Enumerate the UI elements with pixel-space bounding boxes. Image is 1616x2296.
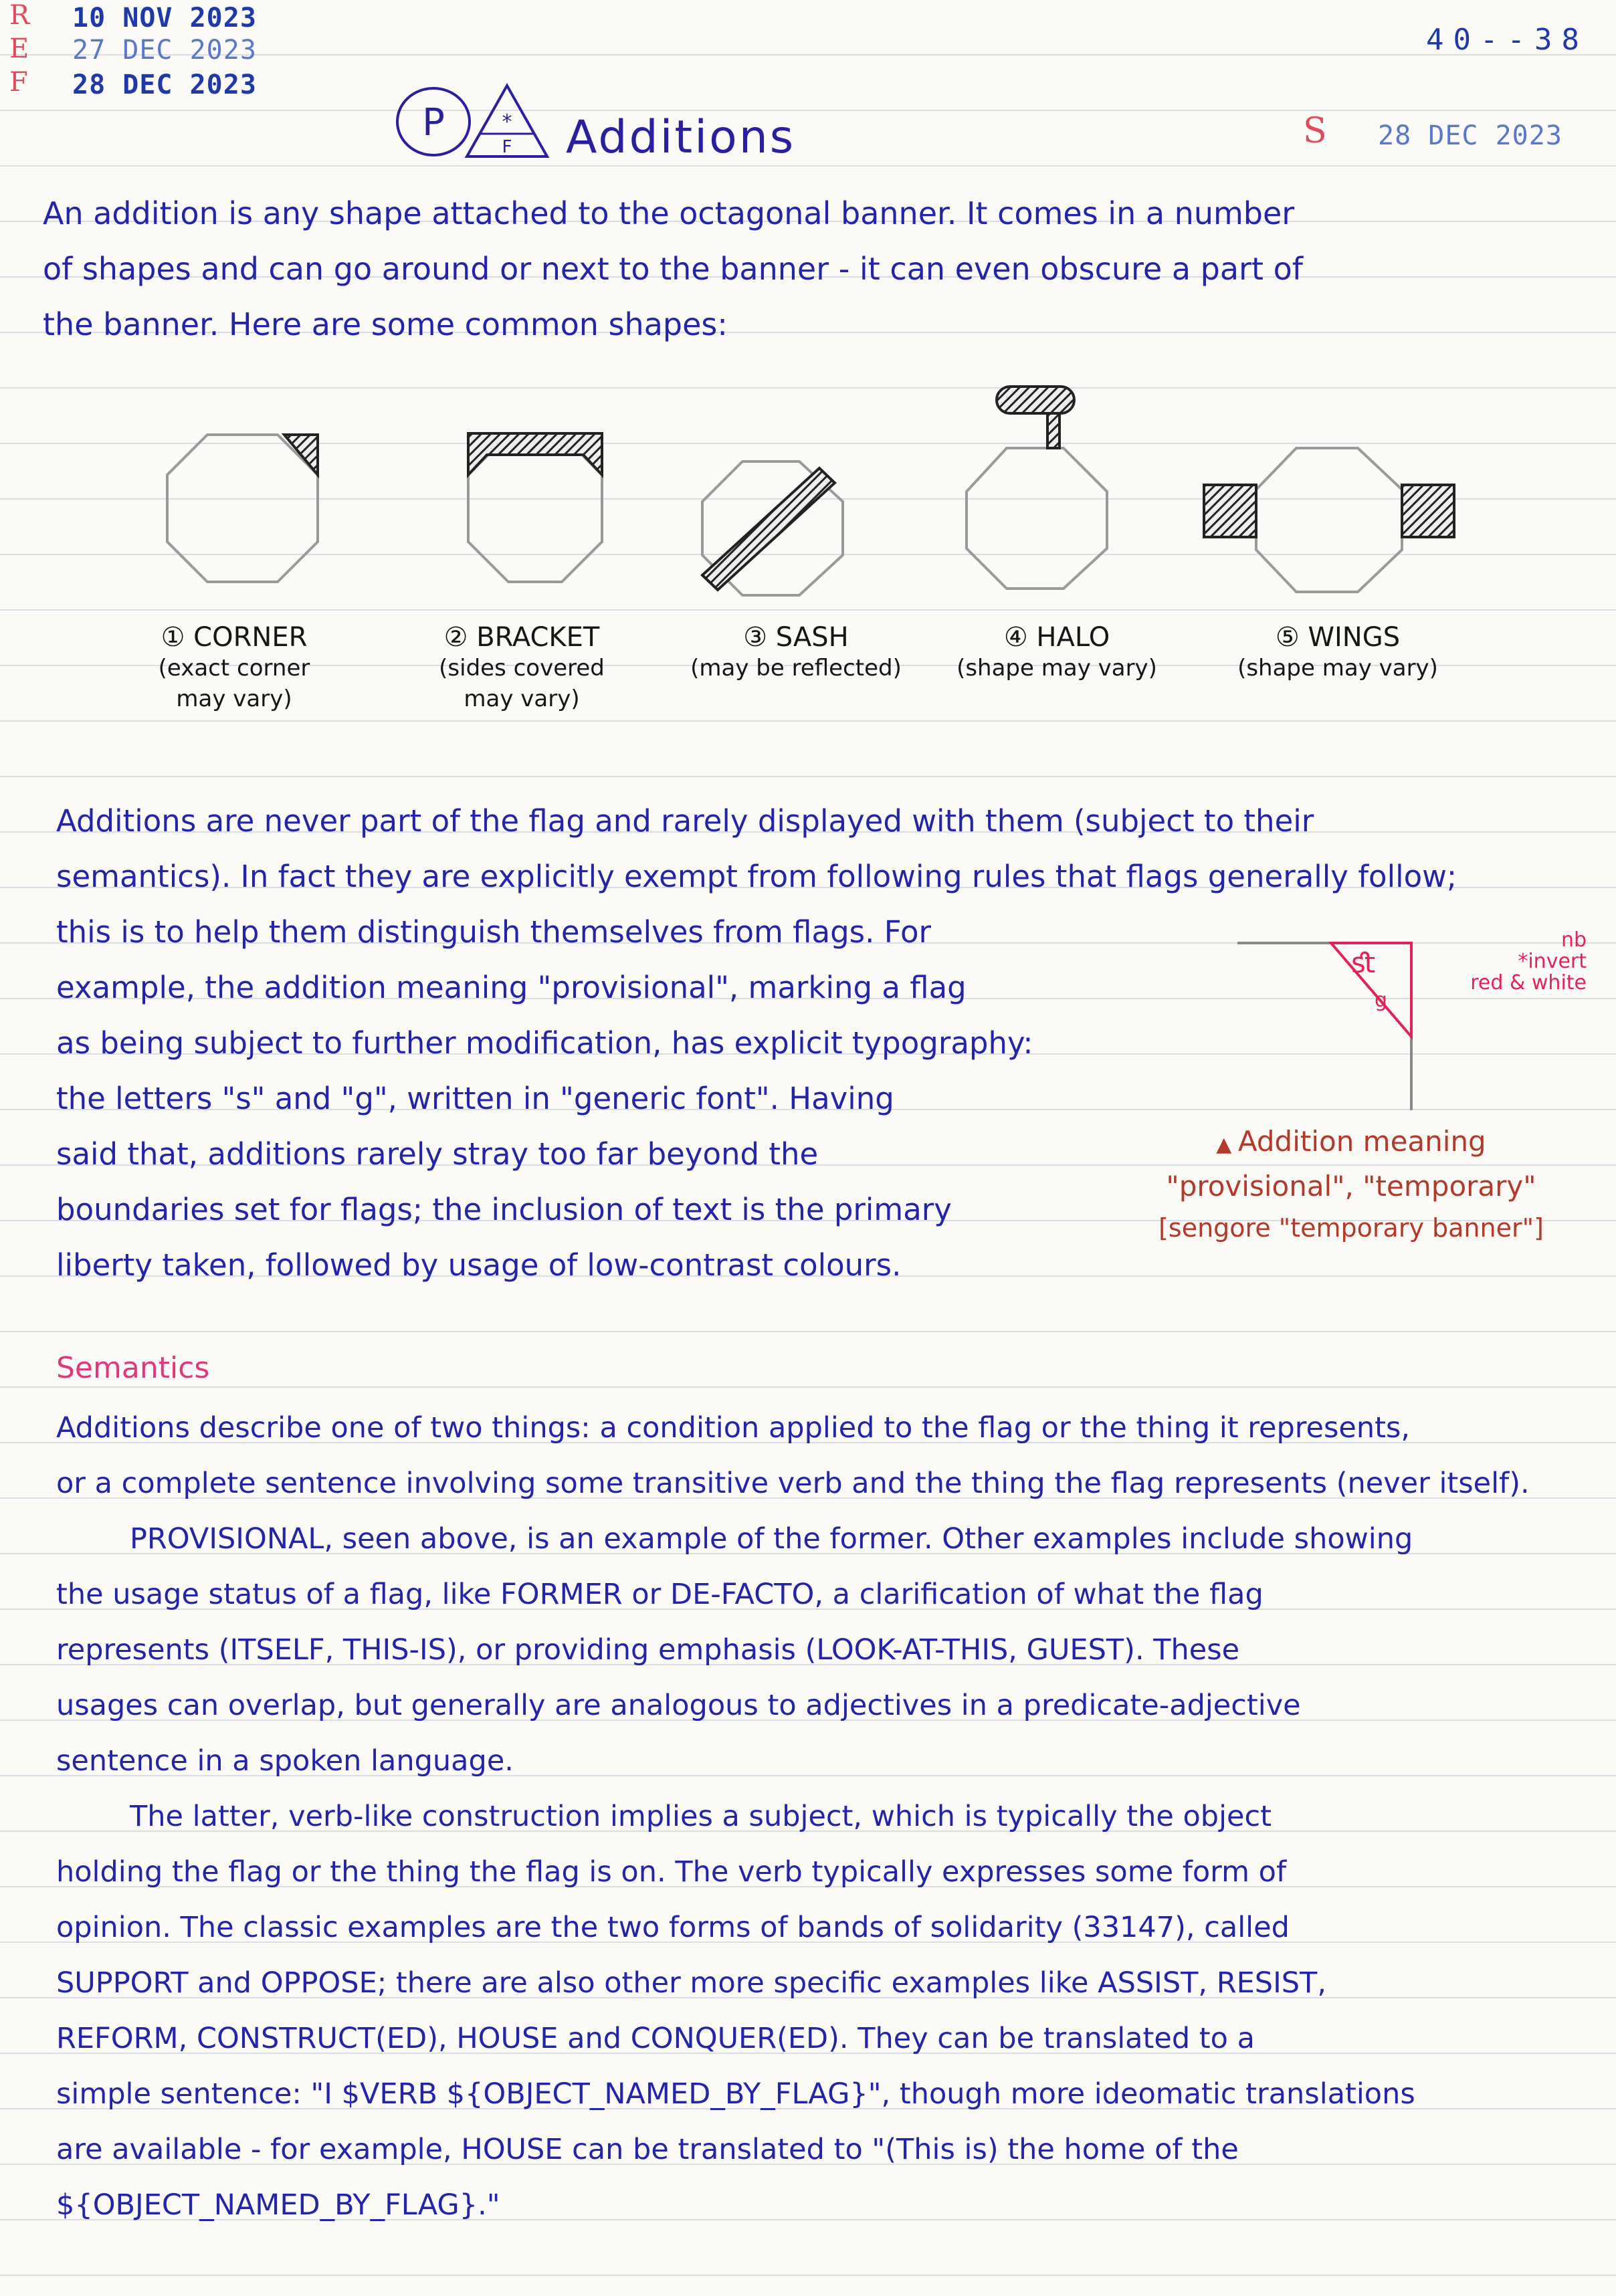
s-date-stamp: 28 DEC 2023 <box>1378 120 1562 151</box>
intro-line: An addition is any shape attached to the octagonal banner. It comes in a number <box>43 195 1295 231</box>
figure-caption-line: ▲ Addition meaning <box>1216 1125 1486 1158</box>
halo-shape <box>967 387 1107 589</box>
caption-sash-label: ③ SASH <box>743 622 849 653</box>
bracket-addition <box>468 433 602 475</box>
nb-note <box>1439 930 1587 994</box>
intro-paragraph <box>43 186 1303 352</box>
semantics-line: PROVISIONAL, seen above, is an example of the former. Other examples include showing <box>130 1522 1413 1556</box>
nb-line: nb <box>1560 928 1587 952</box>
caption-bracket-note: (sides covered <box>439 655 605 682</box>
intro-line: of shapes and can go around or next to the banner - it can even obscure a part of <box>43 251 1303 287</box>
caption-corner-note: may vary) <box>176 686 292 712</box>
body-line: semantics). In fact they are explicitly exempt from following rules that flags generally follow; <box>56 859 1457 894</box>
caption-corner-label: ① CORNER <box>161 622 308 653</box>
caption-bracket-note: may vary) <box>464 686 580 712</box>
body-line: the letters "s" and "g", written in "generic font". Having <box>56 1081 894 1116</box>
semantics-line: Additions describe one of two things: a condition applied to the flag or the thing it represents, <box>56 1411 1411 1445</box>
header-icons <box>393 82 554 162</box>
provisional-letter-g: g <box>1375 988 1388 1012</box>
caption-halo <box>930 622 1184 684</box>
s-stamp-letter: S <box>1303 111 1327 151</box>
body-line: said that, additions rarely stray too far beyond the <box>56 1136 819 1172</box>
wings-shape <box>1204 448 1454 592</box>
sash-addition <box>702 468 835 590</box>
caption-corner-note: (exact corner <box>158 655 310 682</box>
addition-shapes-diagram <box>0 375 1616 595</box>
figure-caption-line: "provisional", "temporary" <box>1166 1170 1536 1203</box>
date-stamp-1: 10 NOV 2023 <box>72 3 257 33</box>
corner-shape <box>167 435 318 582</box>
body-line: liberty taken, followed by usage of low-contrast colours. <box>56 1247 902 1283</box>
semantics-line: are available - for example, HOUSE can be translated to "(This is) the home of the <box>56 2133 1239 2166</box>
caption-wings-note: (shape may vary) <box>1237 655 1438 682</box>
body-line: example, the addition meaning "provisional", marking a flag <box>56 970 967 1005</box>
left-wing-addition <box>1204 485 1256 537</box>
semantics-line: the usage status of a flag, like FORMER or DE-FACTO, a clarification of what the flag <box>56 1578 1264 1611</box>
right-wing-addition <box>1402 485 1454 537</box>
corner-addition <box>284 435 318 475</box>
semantics-line: REFORM, CONSTRUCT(ED), HOUSE and CONQUER(ED). They can be translated to a <box>56 2022 1255 2055</box>
nb-line: red & white <box>1470 971 1587 995</box>
semantics-line: usages can overlap, but generally are analogous to adjectives in a predicate-adjective <box>56 1689 1301 1722</box>
provisional-figure <box>1231 923 1431 1124</box>
bracket-shape <box>468 433 602 582</box>
caption-bracket-label: ② BRACKET <box>443 622 600 653</box>
f-letter-icon: F <box>502 137 512 157</box>
sash-shape <box>702 461 843 595</box>
caption-bracket <box>401 622 642 714</box>
provisional-letter-s: ﬆ <box>1351 946 1376 979</box>
figure-caption-line: [sengore "temporary banner"] <box>1158 1213 1544 1243</box>
semantics-paragraph <box>56 1400 1530 2233</box>
caption-sash <box>676 622 916 684</box>
reference-number: 40--38 <box>1426 23 1589 57</box>
caption-halo-label: ④ HALO <box>1003 622 1110 653</box>
ref-letter-f: F <box>9 67 28 98</box>
semantics-line: simple sentence: "I $VERB ${OBJECT_NAMED_BY_FLAG}", though more ideomatic translations <box>56 2077 1415 2111</box>
nb-line: *invert <box>1518 950 1587 973</box>
semantics-line: represents (ITSELF, THIS-IS), or providing emphasis (LOOK-AT-THIS, GUEST). These <box>56 1633 1240 1667</box>
caption-sash-note: (may be reflected) <box>690 655 902 682</box>
semantics-line: opinion. The classic examples are the two forms of bands of solidarity (33147), called <box>56 1911 1290 1944</box>
semantics-line: sentence in a spoken language. <box>56 1744 514 1778</box>
body-line: boundaries set for flags; the inclusion of text is the primary <box>56 1192 952 1227</box>
asterisk-icon: * <box>502 110 512 134</box>
intro-line: the banner. Here are some common shapes: <box>43 306 728 342</box>
semantics-line: ${OBJECT_NAMED_BY_FLAG}." <box>56 2188 500 2222</box>
caption-halo-note: (shape may vary) <box>956 655 1157 682</box>
semantics-line: holding the flag or the thing the flag is on. The verb typically expresses some form of <box>56 1855 1287 1889</box>
ref-letter-e: E <box>9 33 29 64</box>
halo-addition <box>997 387 1074 413</box>
date-stamp-3: 28 DEC 2023 <box>72 70 257 100</box>
ref-letter-r: R <box>9 0 30 31</box>
halo-stem <box>1047 413 1059 448</box>
p-letter-icon: P <box>422 101 445 144</box>
semantics-line: or a complete sentence involving some transitive verb and the thing the flag represents (never itself). <box>56 1467 1530 1500</box>
caption-wings-label: ⑤ WINGS <box>1275 622 1401 653</box>
body-line: this is to help them distinguish themselves from flags. For <box>56 914 932 950</box>
body-line: Additions are never part of the flag and rarely displayed with them (subject to their <box>56 803 1314 839</box>
date-stamp-2: 27 DEC 2023 <box>72 35 257 66</box>
semantics-heading: Semantics <box>56 1351 210 1385</box>
semantics-line: The latter, verb-like construction implies a subject, which is typically the object <box>130 1800 1272 1833</box>
body-line: as being subject to further modification, has explicit typography: <box>56 1025 1033 1061</box>
semantics-line: SUPPORT and OPPOSE; there are also other more specific examples like ASSIST, RESIST, <box>56 1966 1326 2000</box>
page-title: Additions <box>566 111 796 164</box>
caption-corner <box>114 622 355 714</box>
caption-wings <box>1211 622 1465 684</box>
figure-caption <box>1137 1121 1565 1249</box>
